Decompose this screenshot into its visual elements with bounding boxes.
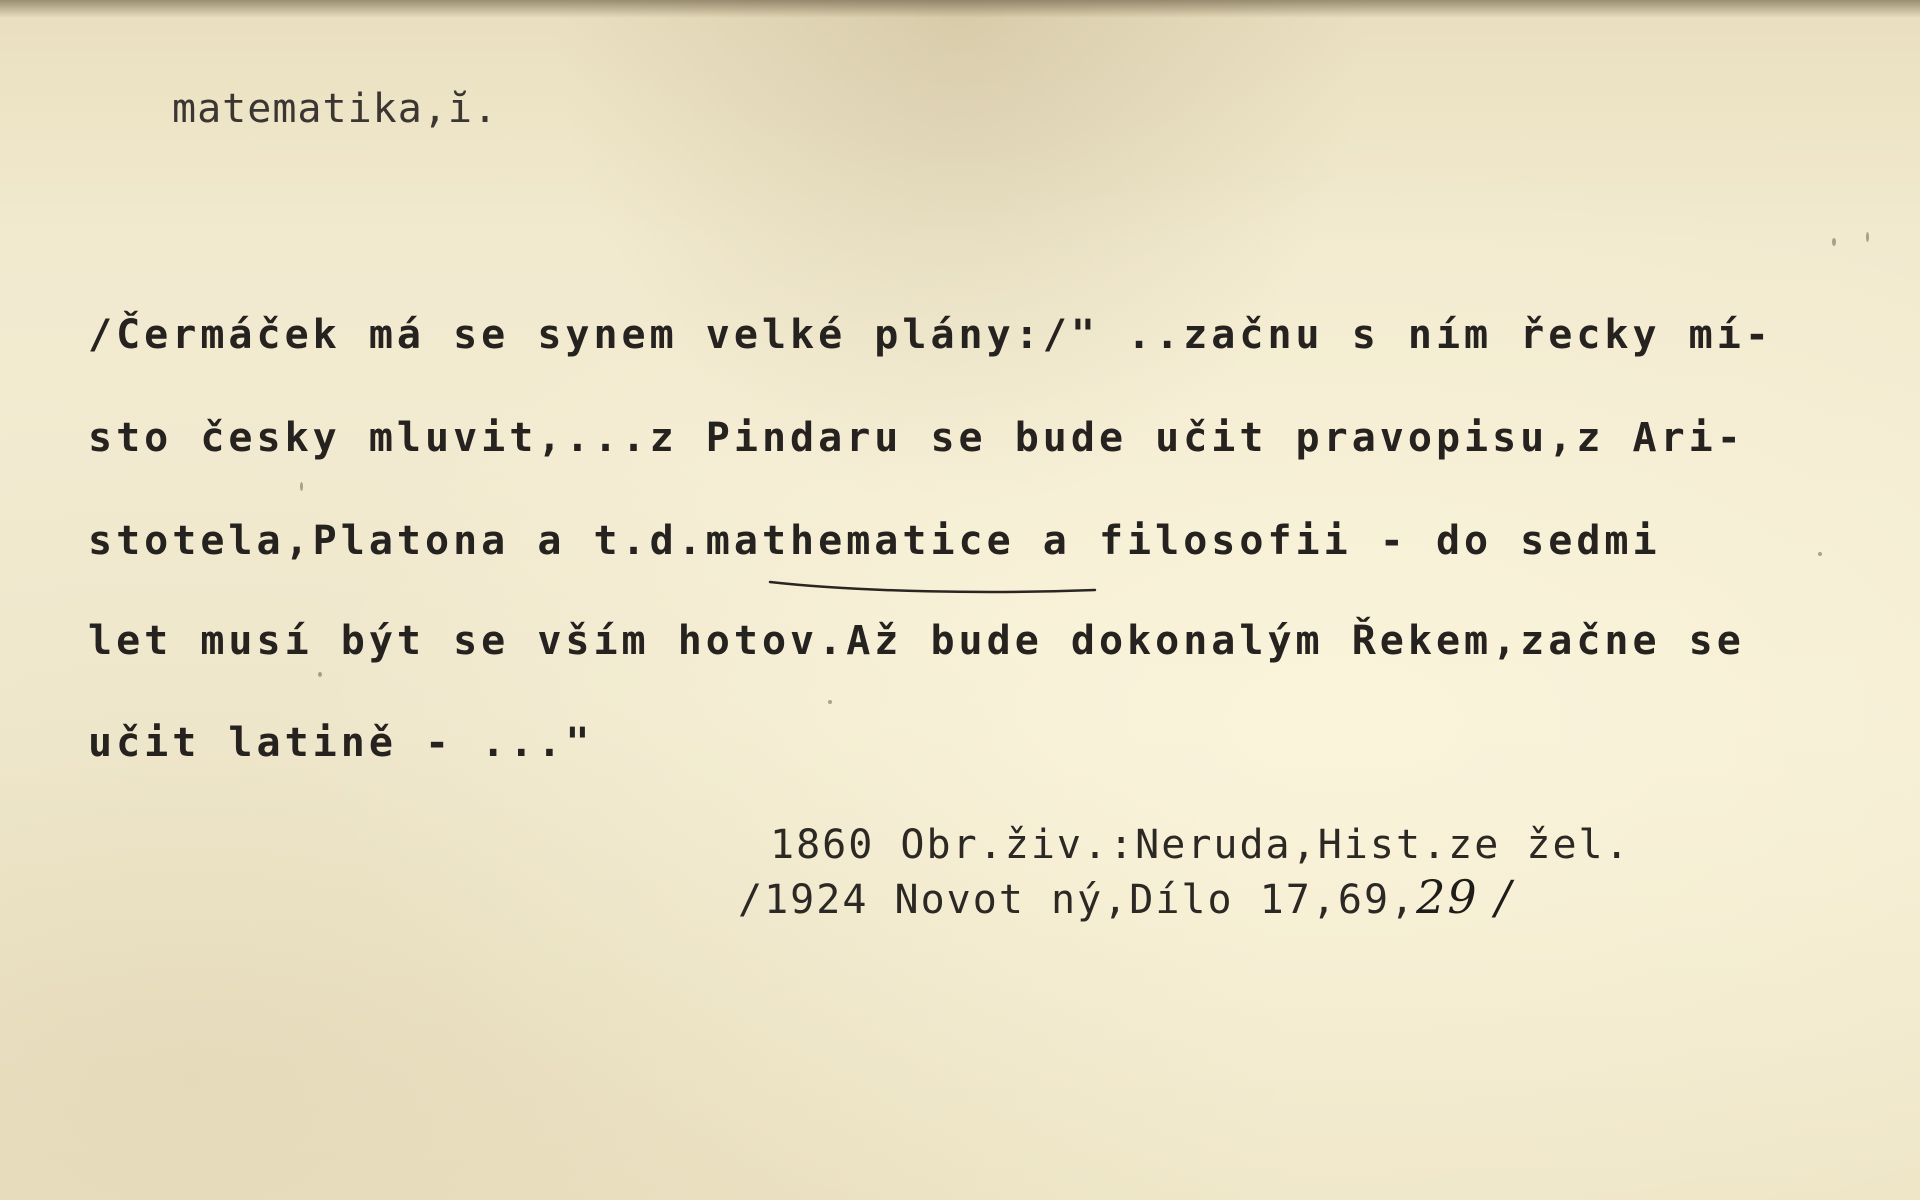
paper-speck [828, 700, 832, 704]
paper-speck [1832, 238, 1836, 246]
source-citation-line-2 [738, 870, 1513, 924]
quote-line-3: stotela,Platona a t.d.mathematice a filosofii - do sedmi [88, 518, 1661, 564]
quote-line-5: učit latině - ..." [88, 720, 594, 766]
paper-speck [300, 482, 303, 491]
source-citation-typed: /1924 Novot ný,Dílo 17,69, [738, 877, 1417, 923]
source-citation-line-1: 1860 Obr.živ.:Neruda,Hist.ze žel. [770, 822, 1631, 868]
handwritten-page-number: 29 [1416, 870, 1479, 924]
handwritten-slash: / [1478, 870, 1513, 924]
paper-speck [1818, 552, 1822, 556]
headword: matematika,ĭ. [172, 86, 499, 132]
quote-line-4: let musí být se vším hotov.Až bude dokonalým Řekem,začne se [88, 618, 1745, 664]
quote-line-1: /Čermáček má se synem velké plány:/" ..začnu s ním řecky mí- [88, 312, 1773, 358]
paper-speck [318, 672, 322, 677]
quote-line-2: sto česky mluvit,...z Pindaru se bude učit pravopisu,z Ari- [88, 415, 1745, 461]
paper-speck [1866, 232, 1869, 242]
